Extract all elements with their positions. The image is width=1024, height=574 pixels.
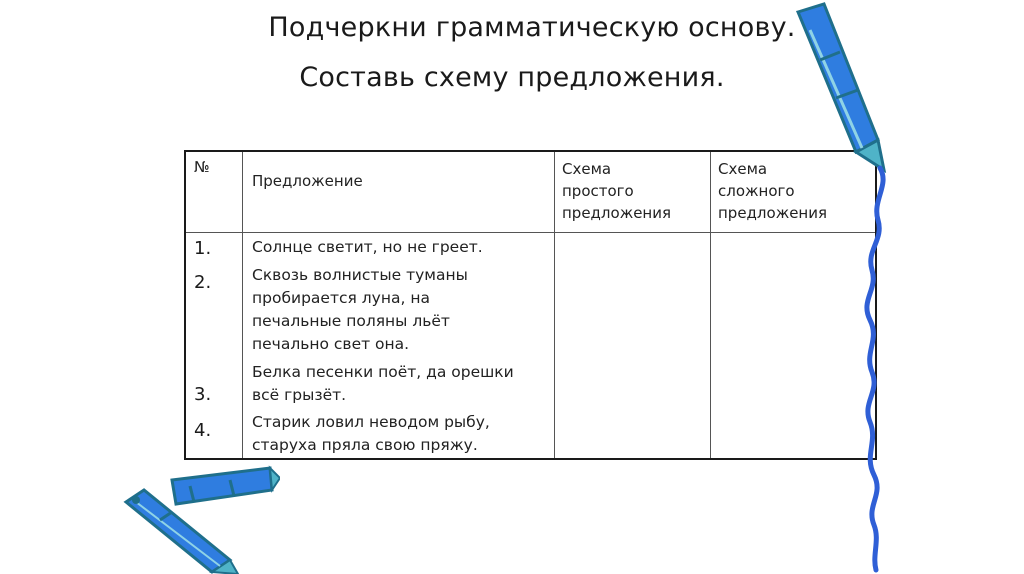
sentence-2-line-1: Сквозь волнистые туманы [252, 266, 468, 284]
header-simple-scheme-line-2: простого [562, 182, 634, 200]
task-title-line-1: Подчеркни грамматическую основу. [268, 12, 796, 43]
header-sentence: Предложение [252, 172, 363, 190]
header-complex-scheme-line-1: Схема [718, 160, 768, 178]
header-complex-scheme-line-3: предложения [718, 204, 828, 222]
crossed-pens-decoration-icon [120, 450, 280, 574]
pen-ribbon-decoration-icon [780, 0, 910, 574]
sentence-1: Солнце светит, но не греет. [252, 238, 483, 256]
column-divider [242, 152, 243, 458]
header-number: № [194, 158, 210, 176]
header-simple-scheme-line-1: Схема [562, 160, 612, 178]
row-number-4: 4. [194, 420, 212, 441]
sentence-4-line-1: Старик ловил неводом рыбу, [252, 413, 490, 431]
sentence-2-line-3: печальные поляны льёт [252, 312, 450, 330]
row-number-3: 3. [194, 384, 212, 405]
header-complex-scheme-line-2: сложного [718, 182, 795, 200]
column-divider [710, 152, 711, 458]
pen-1-icon [172, 468, 280, 504]
row-number-1: 1. [194, 238, 212, 259]
row-number-2: 2. [194, 272, 212, 293]
header-divider [186, 232, 875, 233]
sentence-3-line-2: всё грызёт. [252, 386, 347, 404]
sentence-3-line-1: Белка песенки поёт, да орешки [252, 363, 514, 381]
sentence-4-line-2: старуха пряла свою пряжу. [252, 436, 478, 454]
ribbon-scribble-icon [867, 168, 883, 570]
task-title-line-2: Составь схему предложения. [299, 62, 725, 93]
sentence-2-line-4: печально свет она. [252, 335, 410, 353]
exercise-table [184, 150, 877, 460]
pen-body-icon [798, 4, 884, 170]
sentence-2-line-2: пробирается луна, на [252, 289, 430, 307]
header-simple-scheme-line-3: предложения [562, 204, 672, 222]
column-divider [554, 152, 555, 458]
